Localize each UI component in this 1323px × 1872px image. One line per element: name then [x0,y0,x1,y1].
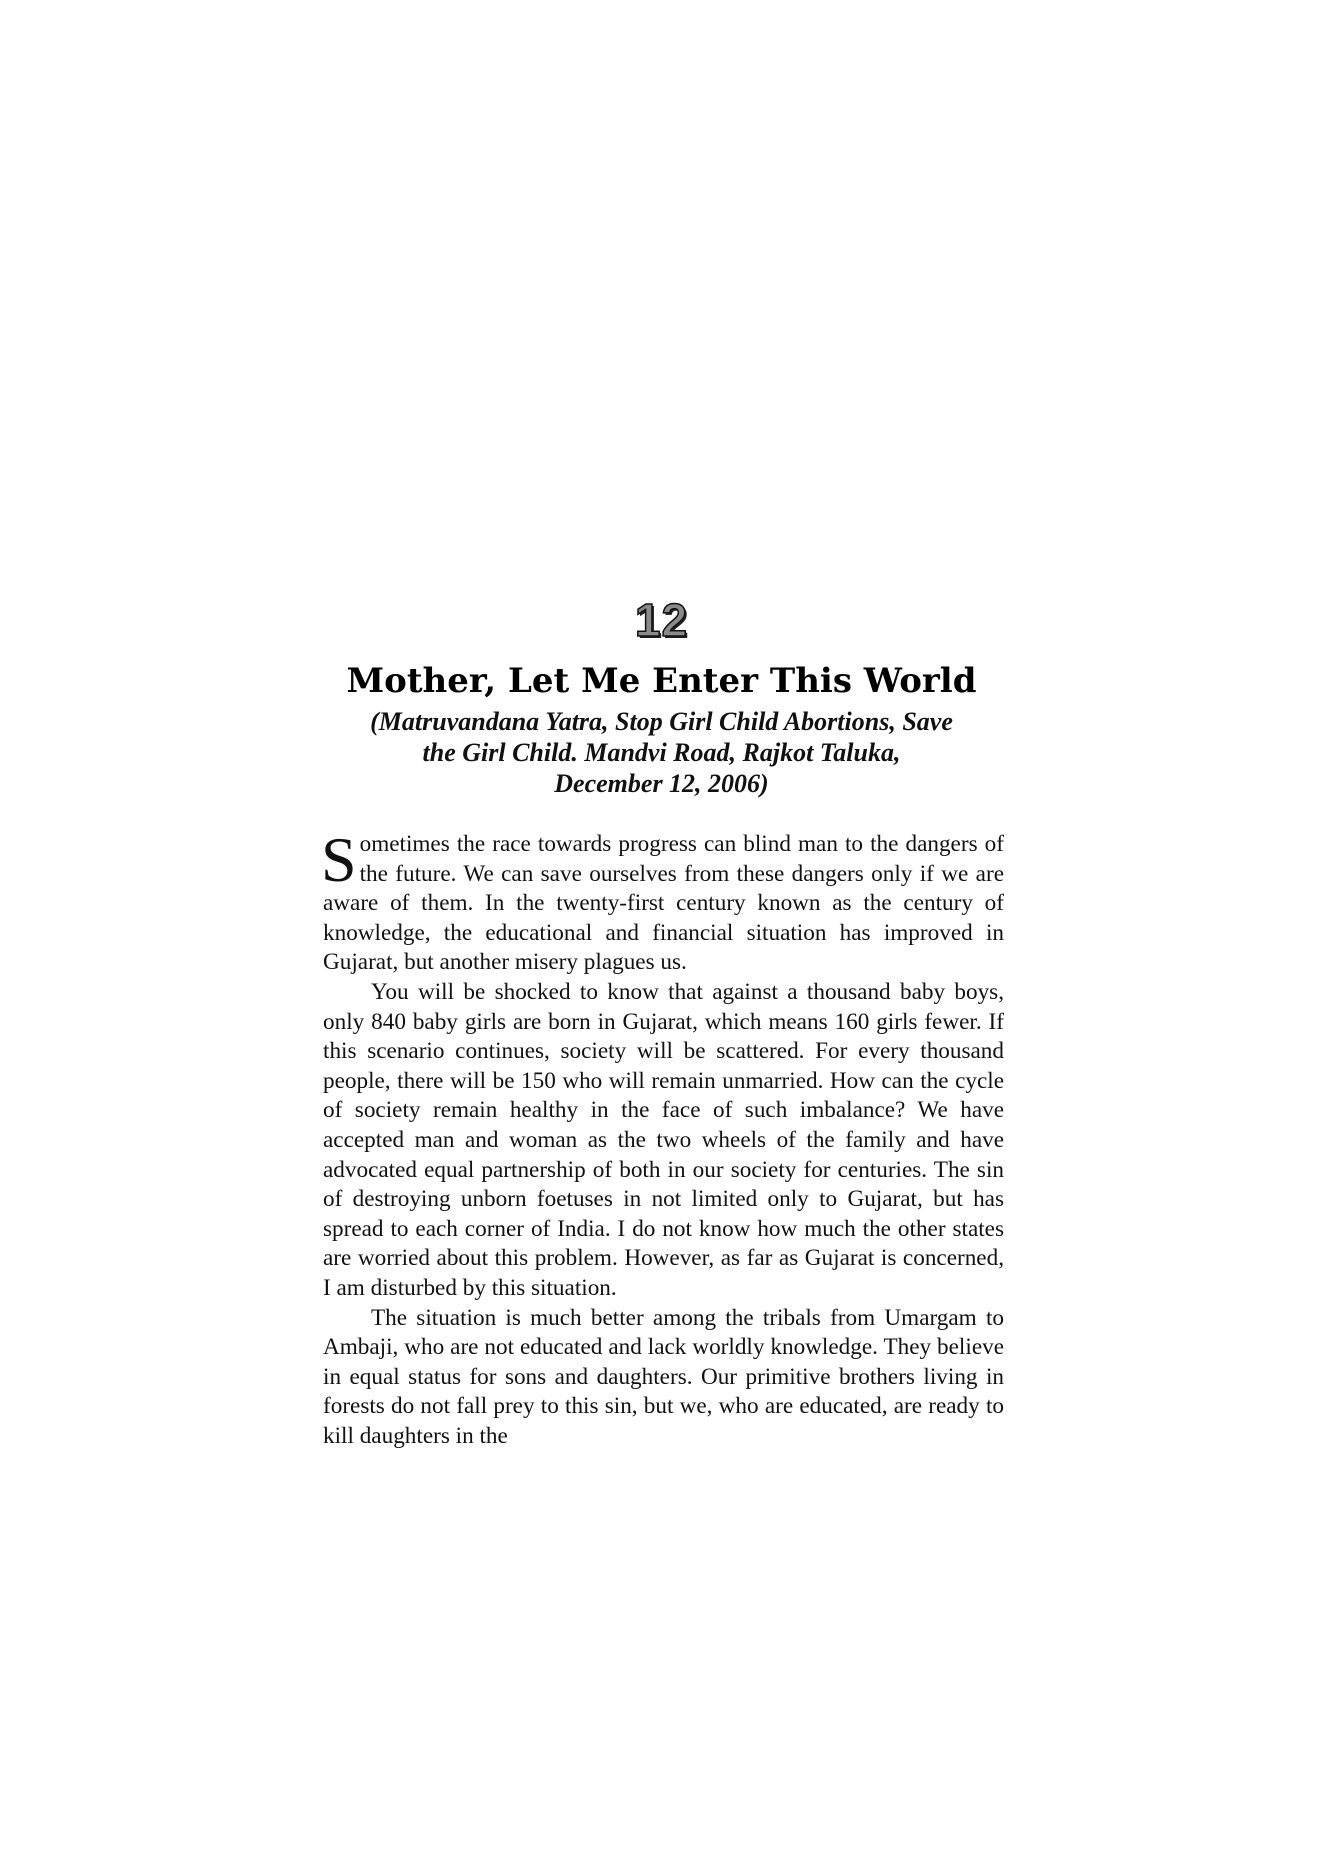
subtitle-line: December 12, 2006) [554,769,769,798]
drop-cap: S [321,824,357,895]
paragraph-3: The situation is much better among the tribals from Umargam to Ambaji, who are not educated and lack worldly knowledge. They believe in equal status for sons and daughters. Our primitive brothers living in forests do not fall prey to this sin, but we, who are educated, are ready to kill daughters in the [323,1304,1004,1449]
chapter-number: 12 [634,594,689,646]
chapter-subtitle [320,706,1003,799]
subtitle-line: the Girl Child. Mandvi Road, Rajkot Taluka, [422,738,901,767]
body-text [321,824,1004,1451]
paragraph-1 [321,824,1004,978]
paragraph-2: You will be shocked to know that against a thousand baby boys, only 840 baby girls are born in Gujarat, which means 160 girls fewer. If this scenario continues, society will be scattered. For every thousand people, there will be 150 who will remain unmarried. How can the cycle of society remain healthy in the face of such imbalance? We have accepted man and woman as the two wheels of the family and have advocated equal partnership of both in our society for centuries. The sin of destroying unborn foetuses in not limited only to Gujarat, but has spread to each corner of India. I do not know how much the other states are worried about this problem. However, as far as Gujarat is concerned, I am disturbed by this situation. [323,978,1004,1301]
subtitle-line: (Matruvandana Yatra, Stop Girl Child Abortions, Save [370,707,953,736]
paragraph-1-text: ometimes the race towards progress can blind man to the dangers of the future. We can save ourselves from these dangers only if we are aware of them. In the twenty-first century known as the century of knowledge, the educational and financial situation has improved in Gujarat, but another misery plagues us. [323,831,1004,976]
chapter-title: Mother, Let Me Enter This World [346,661,977,701]
